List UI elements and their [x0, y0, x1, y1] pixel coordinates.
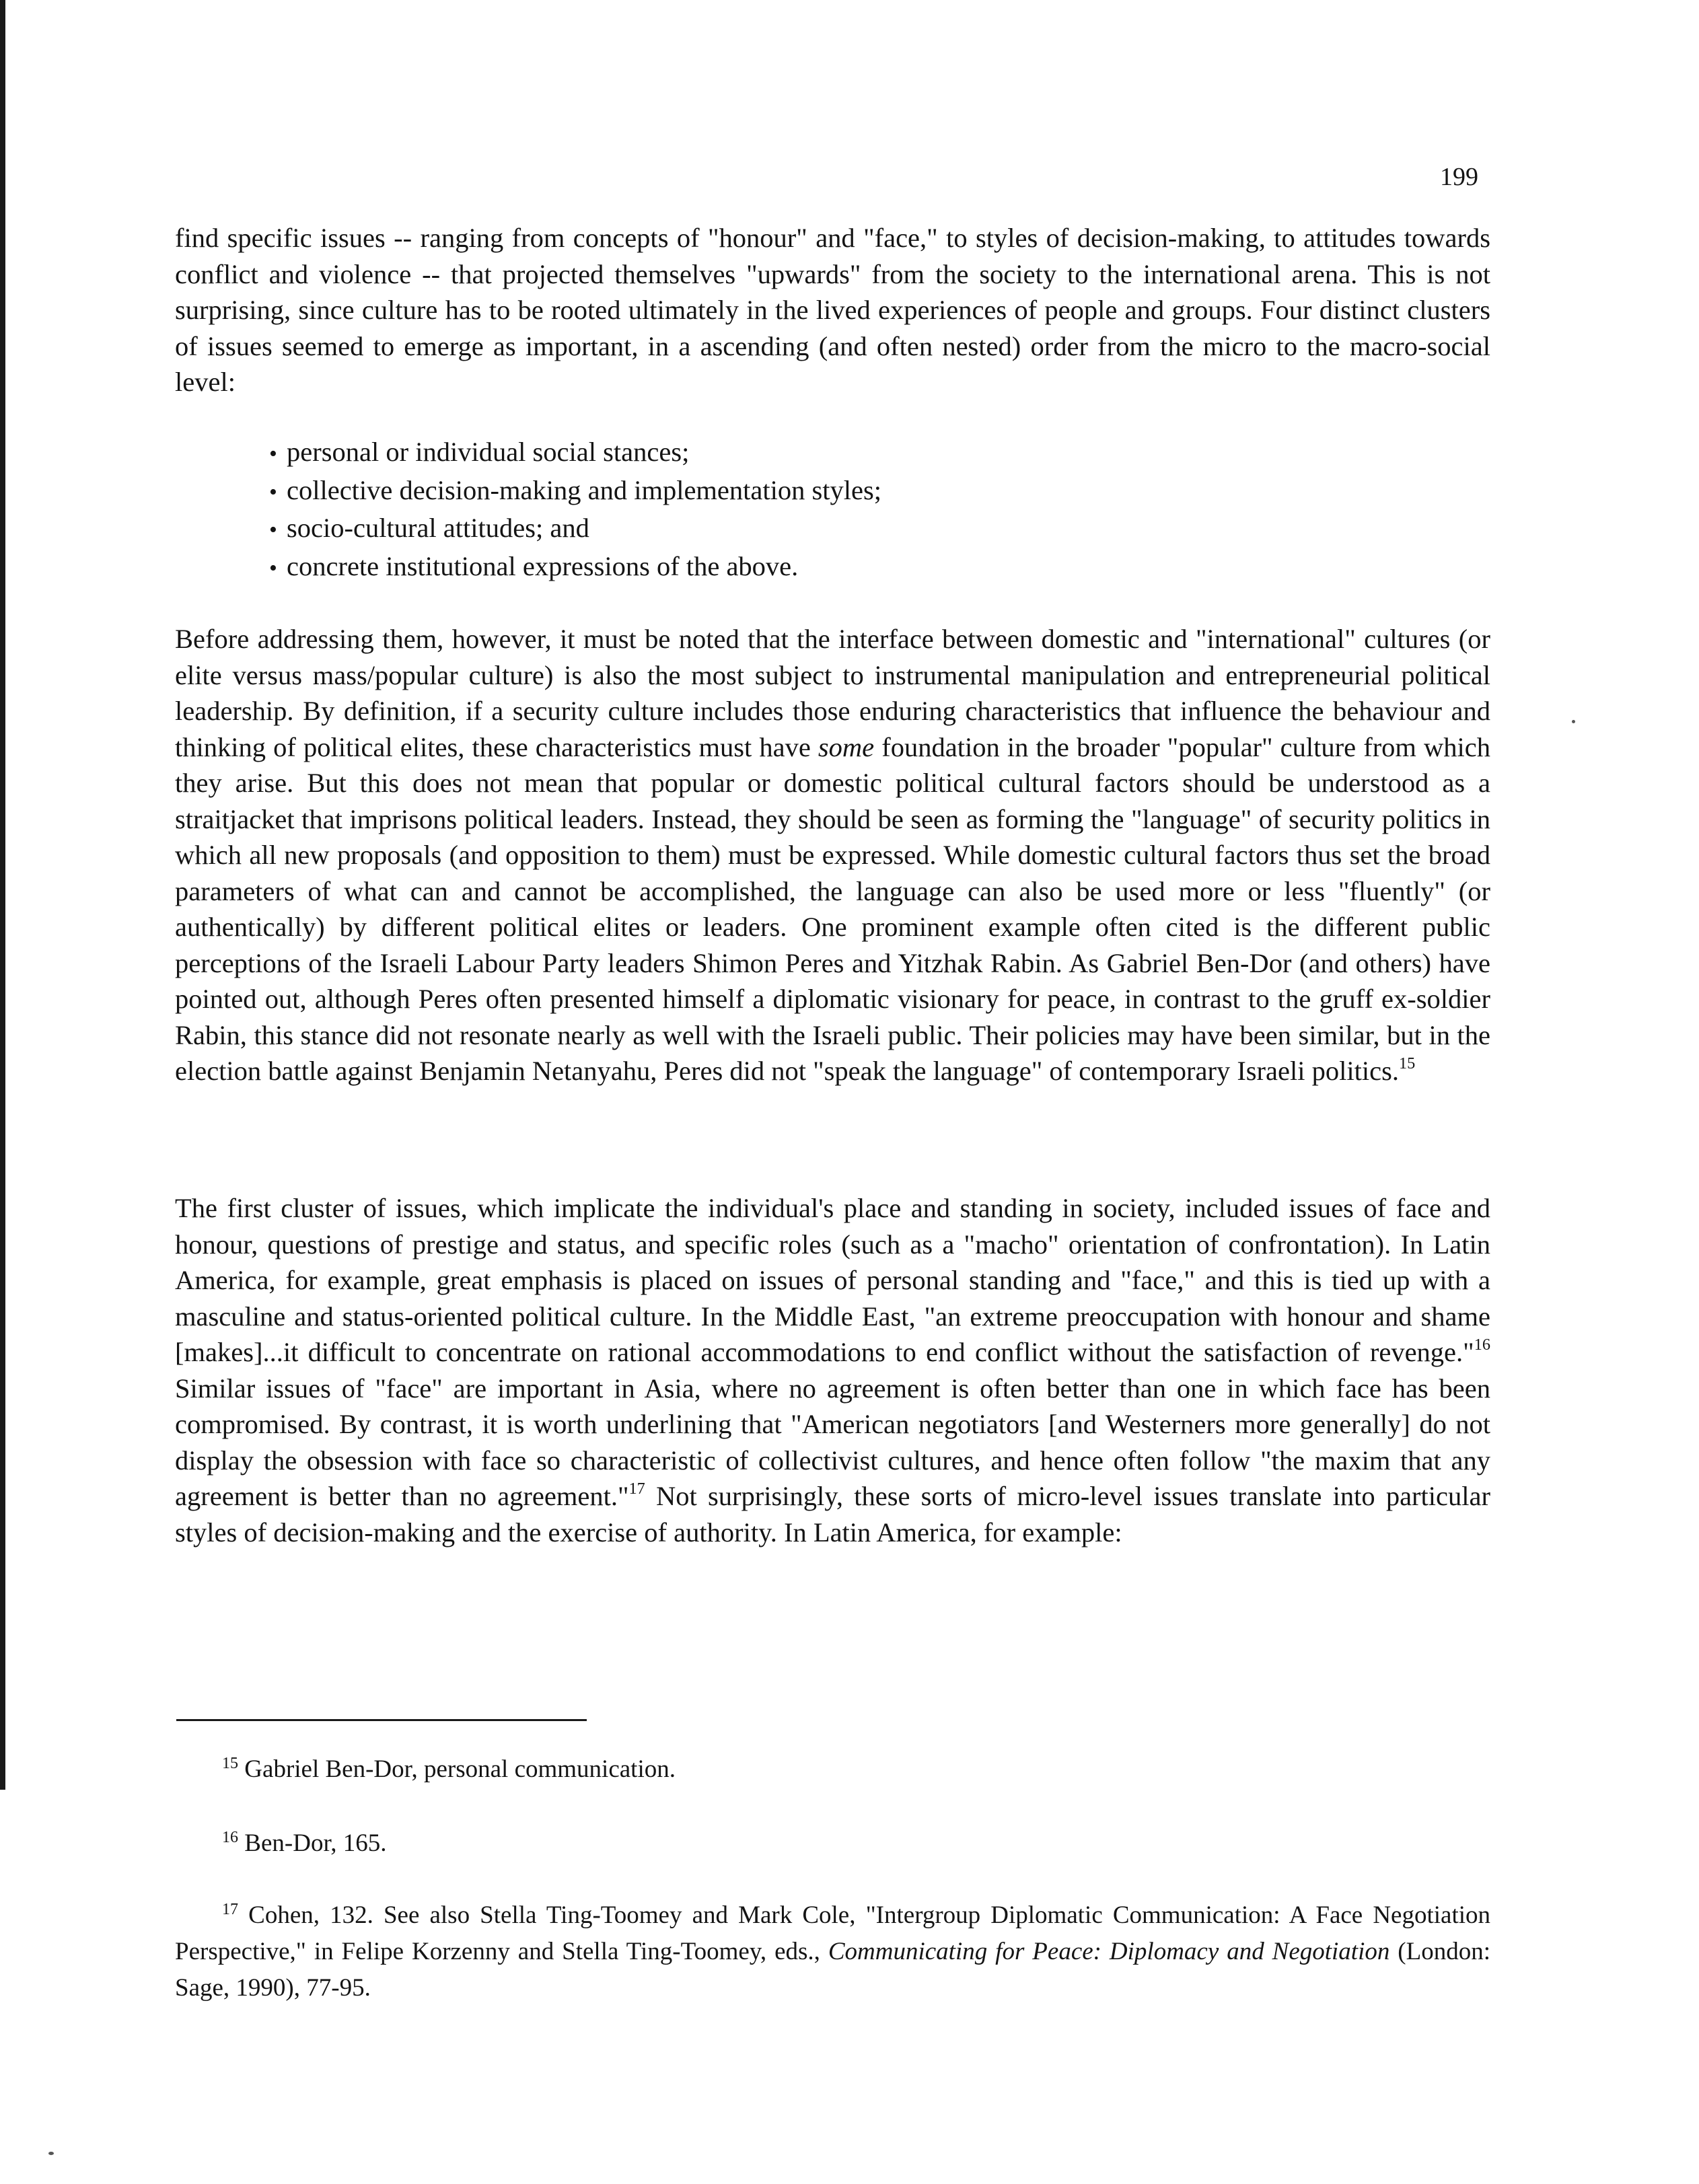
emphasis-some: some [818, 731, 875, 762]
list-item: • socio-cultural attitudes; and [269, 510, 881, 548]
paragraph-first-cluster: The first cluster of issues, which implicate the individual's place and standing in society, included issues of face and honour, questions of prestige and status, and specific roles (such as a "macho" orientation of confrontation). In Latin America, for example, great emphasis is placed on issues of personal standing and "face," and this is tied up with a masculine and status-oriented political culture. In the Middle East, "an extreme preoccupation with honour and shame [makes]...it difficult to concentrate on rational accommodations to end conflict without the satisfaction of revenge."$^{16}$ Similar issues of "face" are important in Asia, where no agreement is often better than one in which face has been compromised. By contrast, it is worth underlining that "American negotiators [and Westerners more generally] do not display the obsession with face so characteristic of collectivist cultures, and hence often follow "the maxim that any agreement is better than no agreement."$^{17}$ Not surprisingly, these sorts of micro-level issues translate into particular styles of decision-making and the exercise of authority. In Latin America, for example: [175, 1193, 1490, 1548]
footnote-separator [176, 1719, 587, 1721]
footnote-17: $^{17}$ Cohen, 132. See also Stella Ting-Toomey and Mark Cole, "Intergroup Diplomatic Communication: A Face Negotiation Perspective," in Felipe Korzenny and Stella Ting-Toomey, eds., Communicating for Peace: Diplomacy and Negotiation (London: Sage, 1990), 77-95. [175, 1900, 1490, 2002]
issue-clusters-list [269, 434, 881, 586]
list-item: • personal or individual social stances; [269, 434, 881, 472]
footnote-ref-17: 17 [628, 1480, 645, 1498]
page-number: 199 [1440, 163, 1478, 191]
paragraph-intro: find specific issues -- ranging from concepts of "honour" and "face," to styles of decision-making, to attitudes towards conflict and violence -- that projected themselves "upwards" from the society to the international arena. This is not surprising, since culture has to be rooted ultimately in the lived experiences of people and groups. Four distinct clusters of issues seemed to emerge as important, in a ascending (and often nested) order from the micro to the macro-social level: [175, 223, 1490, 397]
footnote-ref-16: 16 [1474, 1336, 1490, 1354]
paragraph-interface: Before addressing them, however, it must be noted that the interface between domestic and "international" cultures (or elite versus mass/popular culture) is also the most subject to instrumental manipulation and entrepreneurial political leadership. By definition, if a security culture includes those enduring characteristics that influence the behaviour and thinking of political elites, these characteristics must have some foundation in the broader "popular" culture from which they arise. But this does not mean that popular or domestic political cultural factors should be understood as a straitjacket that imprisons political leaders. Instead, they should be seen as forming the "language" of security politics in which all new proposals (and opposition to them) must be expressed. While domestic cultural factors thus set the broad parameters of what can and cannot be accomplished, the language can also be used more or less "fluently" (or authentically) by different political elites or leaders. One prominent example often cited is the different public perceptions of the Israeli Labour Party leaders Shimon Peres and Yitzhak Rabin. As Gabriel Ben-Dor (and others) have pointed out, although Peres often presented himself a diplomatic visionary for peace, in contrast to the gruff ex-soldier Rabin, this stance did not resonate nearly as well with the Israeli public. Their policies may have been similar, but in the election battle against Benjamin Netanyahu, Peres did not "speak the language" of contemporary Israeli politics.$^{15}$ [175, 624, 1491, 1086]
citation-book-title: Communicating for Peace: Diplomacy and Negotiation [828, 1938, 1390, 1965]
footnote-ref-15: 15 [1399, 1054, 1416, 1072]
scan-left-edge [0, 0, 5, 1790]
list-item: • collective decision-making and implementation styles; [269, 472, 881, 511]
footnote-16: $^{16}$ Ben-Dor, 165. [222, 1828, 387, 1857]
scan-speck [48, 2152, 54, 2155]
scan-speck [1572, 720, 1575, 723]
footnote-15: $^{15}$ Gabriel Ben-Dor, personal communication. [222, 1754, 676, 1783]
list-item: • concrete institutional expressions of the above. [269, 548, 881, 587]
